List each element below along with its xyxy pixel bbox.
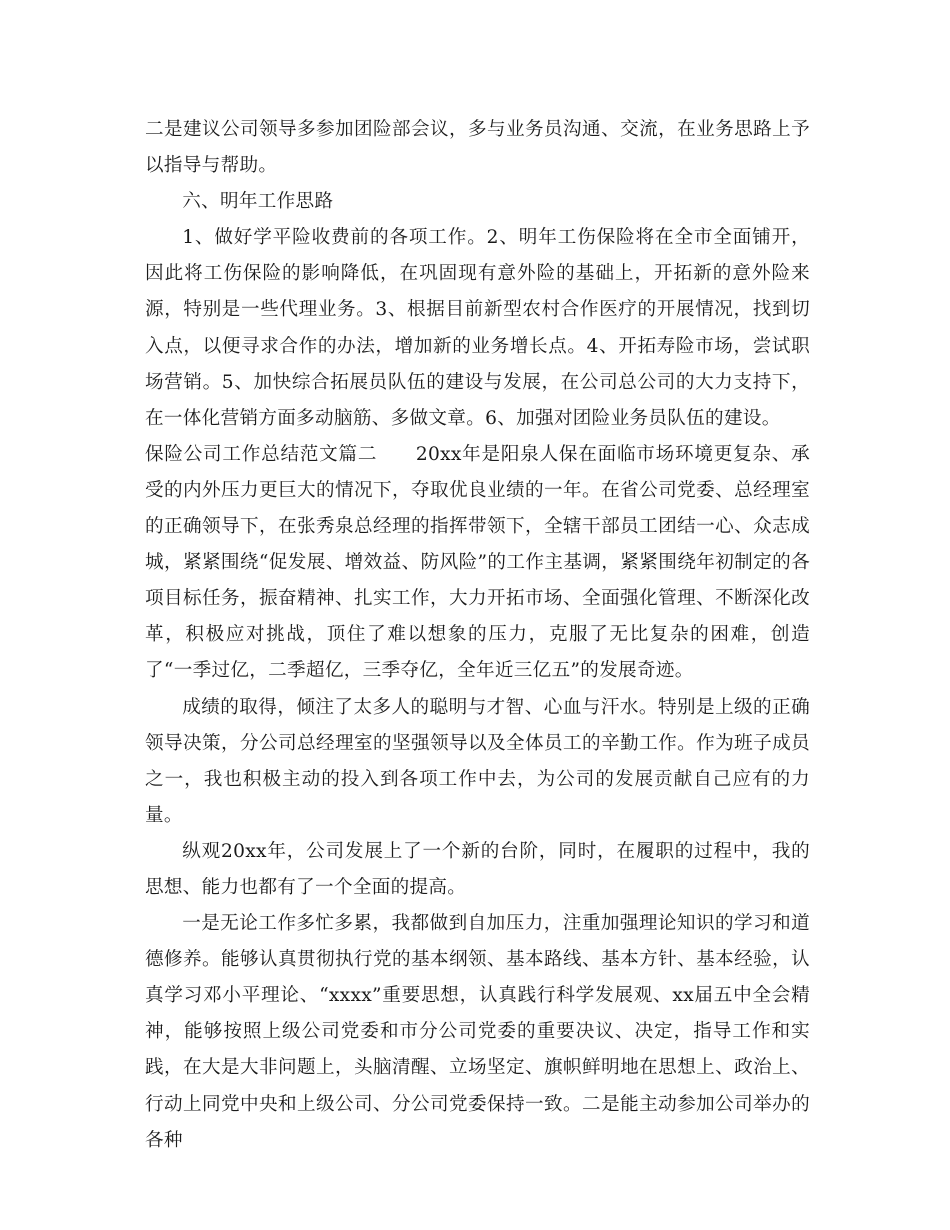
paragraph-study-and-ethics: 一是无论工作多忙多累，我都做到自加压力，注重加强理论知识的学习和道德修养。能够认真贯彻执行党的基本纲领、基本路线、基本方针、基本经验，认真学习邓小平理论、“xxxx”重要思想，认真践行科学发展观、xx届五中全会精神，能够按照上级公司党委和市分公司党委的重要决议、决定，指导工作和实践，在大是大非问题上，头脑清醒、立场坚定、旗帜鲜明地在思想上、政治上、行动上同党中央和上级公司、分公司党委保持一致。二是能主动参加公司举办的各种	[145, 913, 810, 1151]
paragraph-suggestion-two: 二是建议公司领导多参加团险部会议，多与业务员沟通、交流，在业务思路上予以指导与帮助。	[145, 119, 810, 177]
paragraph-summary-part-two: 保险公司工作总结范文篇二 20xx年是阳泉人保在面临市场环境更复杂、承受的内外压力更巨大的情况下，夺取优良业绩的一年。在省公司党委、总经理室的正确领导下，在张秀泉总经理的指挥带领下，全辖干部员工团结一心、众志成城，紧紧围绕“促发展、增效益、防风险”的工作主基调，紧紧围绕年初制定的各项目标任务，振奋精神、扎实工作，大力开拓市场、全面强化管理、不断深化改革，积极应对挑战，顶住了难以想象的压力，克服了无比复杂的困难，创造了“一季过亿，二季超亿，三季夺亿，全年近三亿五”的发展奇迹。	[145, 443, 810, 682]
paragraph-achievements: 成绩的取得，倾注了太多人的聪明与才智、心血与汗水。特别是上级的正确领导决策，分公司总经理室的坚强领导以及全体员工的辛勤工作。作为班子成员之一，我也积极主动的投入到各项工作中去，为公司的发展贡献自己应有的力量。	[145, 696, 810, 826]
paragraph-work-plan-items: 1、做好学平险收费前的各项工作。2、明年工伤保险将在全市全面铺开，因此将工伤保险的影响降低，在巩固现有意外险的基础上，开拓新的意外险来源，特别是一些代理业务。3、根据目前新型农村合作医疗的开展情况，找到切入点，以便寻求合作的办法，增加新的业务增长点。4、开拓寿险市场，尝试职场营销。5、加快综合拓展员队伍的建设与发展，在公司总公司的大力支持下，在一体化营销方面多动脑筋、多做文章。6、加强对团险业务员队伍的建设。	[145, 227, 810, 429]
section-heading-next-year-plan: 六、明年工作思路	[182, 191, 334, 213]
paragraph-year-overview: 纵观20xx年，公司发展上了一个新的台阶，同时，在履职的过程中，我的思想、能力也都有了一个全面的提高。	[145, 840, 810, 898]
document-body	[145, 112, 810, 1159]
